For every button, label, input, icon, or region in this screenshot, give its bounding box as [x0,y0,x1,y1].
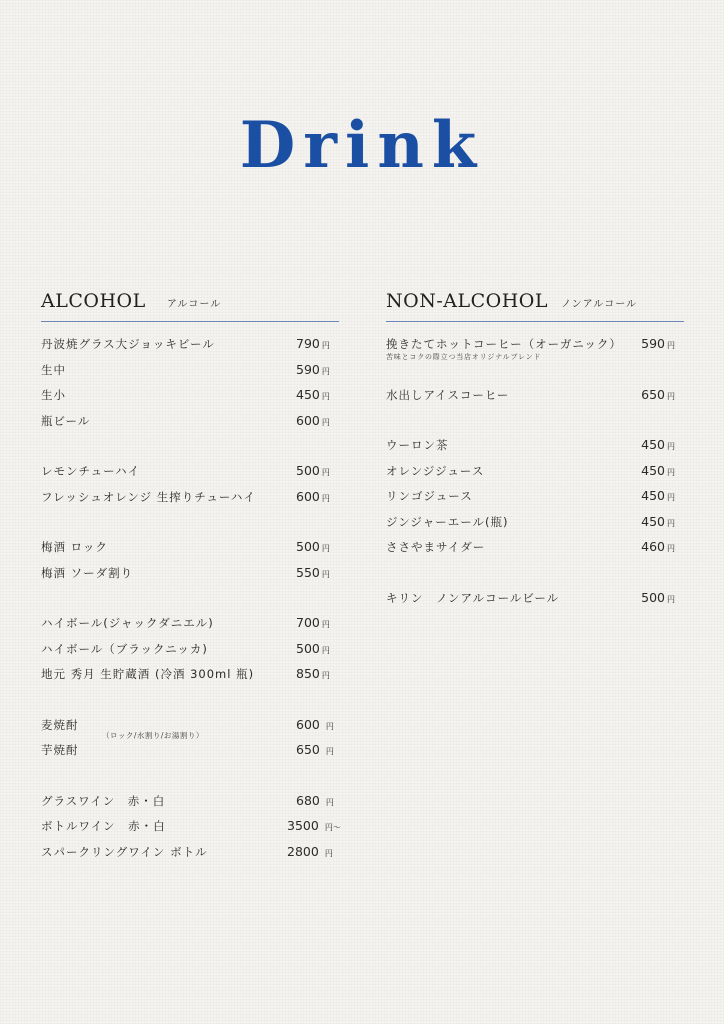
item-price: 600 円 [296,716,334,732]
menu-item [386,460,684,486]
item-name: ボトルワイン 赤・白 [41,819,166,833]
item-price: 590 円 [296,361,330,377]
item-price: 450 円 [641,462,675,478]
item-name: 梅酒 ロック [41,540,108,554]
alcohol-title: ALCOHOL [41,290,146,312]
non-alcohol-menu-list [386,333,684,612]
menu-item [41,790,339,816]
menu-item [41,562,339,588]
non-alcohol-header [386,290,684,318]
item-price: 450 円 [296,387,330,402]
menu-item [41,410,339,436]
alcohol-divider [41,321,339,322]
menu-item [41,612,339,638]
non-alcohol-subtitle: ノンアルコール [561,299,638,310]
non-alcohol-divider [386,321,684,322]
item-name: 生中 [41,362,66,377]
alcohol-menu-list [41,333,339,866]
menu-item [41,815,339,841]
alcohol-section [41,290,339,866]
item-price: 600 円 [296,412,330,428]
item-price: 450 円 [641,437,675,452]
item-name: フレッシュオレンジ 生搾りチューハイ [41,489,256,504]
non-alcohol-title: NON-ALCOHOL [386,290,548,312]
item-price: 680 円 [296,792,334,808]
item-name: オレンジジュース [386,463,485,478]
menu-item [41,638,339,664]
menu-item [41,333,339,359]
menu-item [41,536,339,562]
menu-item [41,841,339,867]
menu-item [386,384,684,410]
page-title: Drink [239,108,485,183]
item-name: キリン ノンアルコールビール [386,590,560,605]
item-price: 450 円 [641,488,675,503]
menu-item [386,434,684,460]
menu-item [41,486,339,512]
item-name: スパークリングワイン ボトル [41,844,208,859]
item-name: 生小 [41,388,66,402]
item-name: 水出しアイスコーヒー [386,387,510,402]
item-name: ジンジャーエール(瓶) [386,514,509,529]
item-price: 3500 円～ [287,818,341,833]
item-name: 挽きたてホットコーヒー（オーガニック） [386,337,622,351]
menu-item [41,739,339,765]
item-price: 700 円 [296,615,330,630]
item-name: ささやまサイダー [386,540,486,554]
item-price: 500 円 [296,463,330,478]
menu-item [386,333,684,359]
item-name: 瓶ビール [41,413,91,428]
item-name: 地元 秀月 生貯蔵酒 (冷酒 300ml 瓶) [41,667,255,681]
item-name: 芋焼酎 [41,743,79,757]
item-price: 590 円 [641,336,675,351]
non-alcohol-section [386,290,684,612]
item-name: 麦焼酎 [41,717,79,732]
menu-item [386,485,684,511]
menu-item [41,359,339,385]
alcohol-header [41,290,339,318]
menu-item [41,384,339,410]
item-name: グラスワイン 赤・白 [41,793,166,808]
menu-item [41,460,339,486]
item-price: 650 円 [296,742,334,757]
item-name: ハイボール(ジャックダニエル) [41,616,214,630]
item-price: 500 円 [296,640,330,656]
item-price: 500 円 [641,589,675,605]
item-name: ハイボール（ブラックニッカ) [41,641,208,656]
item-price: 650 円 [641,386,675,402]
item-price: 850 円 [296,666,330,681]
item-price: 790 円 [296,336,330,351]
item-name: リンゴジュース [386,489,473,503]
item-name: 丹波焼グラス大ジョッキビール [41,337,215,351]
item-price: 2800 円 [287,843,333,859]
item-price: 450 円 [641,513,675,529]
item-price: 460 円 [641,539,675,554]
menu-item [386,587,684,613]
item-name: 梅酒 ソーダ割り [41,565,134,580]
item-price: 550 円 [296,564,330,580]
item-name: ウーロン茶 [386,438,449,452]
menu-item [386,511,684,537]
shochu-style-note: （ロック/水割り/お湯割り） [102,730,204,740]
item-name: レモンチューハイ [41,464,141,478]
alcohol-subtitle: アルコール [166,299,222,310]
menu-item [41,714,339,740]
menu-item [386,536,684,562]
item-note: 苦味とコクの際立つ当店オリジナルブレンド [386,353,542,361]
menu-item [41,663,339,689]
item-price: 500 円 [296,539,330,554]
item-price: 600 円 [296,488,330,504]
